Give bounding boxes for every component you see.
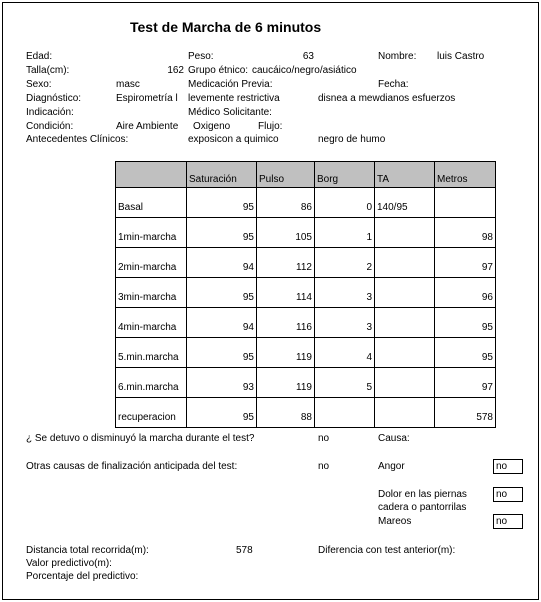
fecha-label: Fecha: xyxy=(378,79,409,90)
condicion-label: Condición: xyxy=(26,121,74,132)
edad-label: Edad: xyxy=(26,51,53,62)
oxigeno-label: Oxigeno xyxy=(193,121,231,132)
pulso-cell: 86 xyxy=(257,188,315,218)
table-header-row xyxy=(116,162,496,188)
metros-cell: 97 xyxy=(435,368,496,398)
distancia-value: 578 xyxy=(236,545,253,556)
distancia-label: Distancia total recorrida(m): xyxy=(26,545,149,556)
saturacion-cell: 93 xyxy=(187,368,257,398)
table-row xyxy=(116,278,496,308)
detuvo-question: ¿ Se detuvo o disminuyó la marcha durante el test? xyxy=(26,433,255,444)
row-label: Basal xyxy=(116,188,187,218)
ta-cell xyxy=(375,308,435,338)
grupo-etnico-label: Grupo étnico: xyxy=(188,65,249,76)
metros-cell xyxy=(435,188,496,218)
nombre-value: luis Castro xyxy=(437,51,485,62)
otras-causas-answer: no xyxy=(318,461,330,472)
borg-cell: 2 xyxy=(315,248,375,278)
flujo-label: Flujo: xyxy=(258,121,283,132)
mareos-label: Mareos xyxy=(378,516,412,527)
valor-predictivo-label: Valor predictivo(m): xyxy=(26,558,112,569)
ta-cell xyxy=(375,398,435,428)
detuvo-answer: no xyxy=(318,433,330,444)
pulso-cell: 119 xyxy=(257,338,315,368)
table-row xyxy=(116,368,496,398)
antecedentes-value-1: exposicon a quimico xyxy=(188,134,279,145)
saturacion-cell: 95 xyxy=(187,338,257,368)
nombre-label: Nombre: xyxy=(378,51,417,62)
pulso-cell: 119 xyxy=(257,368,315,398)
antecedentes-label: Antecedentes Clínicos: xyxy=(26,134,129,145)
angor-label: Angor xyxy=(378,461,405,472)
pulso-cell: 88 xyxy=(257,398,315,428)
ta-cell xyxy=(375,368,435,398)
borg-cell: 4 xyxy=(315,338,375,368)
row-label: 1min-marcha xyxy=(116,218,187,248)
medicacion-label: Medicación Previa: xyxy=(188,79,273,90)
metros-cell: 95 xyxy=(435,338,496,368)
saturacion-cell: 94 xyxy=(187,308,257,338)
grupo-etnico-value: caucáico/negro/asiático xyxy=(252,65,357,76)
ta-cell xyxy=(375,278,435,308)
metros-cell: 95 xyxy=(435,308,496,338)
row-label: 2min-marcha xyxy=(116,248,187,278)
metros-cell: 578 xyxy=(435,398,496,428)
pulso-cell: 116 xyxy=(257,308,315,338)
diagnostico-value-1: Espirometría l xyxy=(116,93,178,104)
mareos-answer-box[interactable]: no xyxy=(493,514,523,529)
table-row xyxy=(116,218,496,248)
row-label: 6.min.marcha xyxy=(116,368,187,398)
page-title: Test de Marcha de 6 minutos xyxy=(130,19,322,35)
borg-cell: 0 xyxy=(315,188,375,218)
ta-cell xyxy=(375,218,435,248)
saturacion-cell: 94 xyxy=(187,248,257,278)
pulso-cell: 114 xyxy=(257,278,315,308)
pulso-cell: 112 xyxy=(257,248,315,278)
header-cell: Borg xyxy=(315,162,375,188)
header-cell: Pulso xyxy=(257,162,315,188)
diagnostico-value-3: disnea a mewdianos esfuerzos xyxy=(318,93,456,104)
indicacion-label: Indicación: xyxy=(26,107,74,118)
row-label: recuperacion xyxy=(116,398,187,428)
saturacion-cell: 95 xyxy=(187,188,257,218)
metros-cell: 97 xyxy=(435,248,496,278)
table-row xyxy=(116,248,496,278)
table-row xyxy=(116,338,496,368)
antecedentes-value-2: negro de humo xyxy=(318,134,386,145)
ta-cell: 140/95 xyxy=(375,188,435,218)
medico-label: Médico Solicitante: xyxy=(188,107,272,118)
dolor-label-line-2: cadera o pantorrilas xyxy=(378,502,467,513)
row-label: 5.min.marcha xyxy=(116,338,187,368)
ta-cell xyxy=(375,248,435,278)
ta-cell xyxy=(375,338,435,368)
sexo-label: Sexo: xyxy=(26,79,52,90)
diagnostico-label: Diagnóstico: xyxy=(26,93,82,104)
header-cell xyxy=(116,162,187,188)
peso-value: 63 xyxy=(302,51,314,62)
dolor-label-line-1: Dolor en las piernas xyxy=(378,489,467,500)
borg-cell: 3 xyxy=(315,308,375,338)
diagnostico-value-2: levemente restrictiva xyxy=(188,93,280,104)
otras-causas-question: Otras causas de finalización anticipada del test: xyxy=(26,461,238,472)
saturacion-cell: 95 xyxy=(187,218,257,248)
row-label: 4min-marcha xyxy=(116,308,187,338)
sexo-value: masc xyxy=(116,79,140,90)
talla-value: 162 xyxy=(167,65,184,76)
saturacion-cell: 95 xyxy=(187,398,257,428)
metros-cell: 96 xyxy=(435,278,496,308)
condicion-value: Aire Ambiente xyxy=(116,121,179,132)
borg-cell xyxy=(315,398,375,428)
borg-cell: 5 xyxy=(315,368,375,398)
saturacion-cell: 95 xyxy=(187,278,257,308)
peso-label: Peso: xyxy=(188,51,214,62)
pulso-cell: 105 xyxy=(257,218,315,248)
row-label: 3min-marcha xyxy=(116,278,187,308)
header-cell: Metros xyxy=(435,162,496,188)
dolor-answer-box[interactable]: no xyxy=(493,487,523,502)
walk-test-table xyxy=(115,161,496,428)
table-row xyxy=(116,398,496,428)
metros-cell: 98 xyxy=(435,218,496,248)
table-row xyxy=(116,308,496,338)
header-cell: Saturación xyxy=(187,162,257,188)
table-row xyxy=(116,188,496,218)
causa-label: Causa: xyxy=(378,433,410,444)
header-cell: TA xyxy=(375,162,435,188)
borg-cell: 3 xyxy=(315,278,375,308)
diferencia-label: Diferencia con test anterior(m): xyxy=(318,545,456,556)
angor-answer-box[interactable]: no xyxy=(493,459,523,474)
porcentaje-predictivo-label: Porcentaje del predictivo: xyxy=(26,571,139,582)
talla-label: Talla(cm): xyxy=(26,65,70,76)
borg-cell: 1 xyxy=(315,218,375,248)
